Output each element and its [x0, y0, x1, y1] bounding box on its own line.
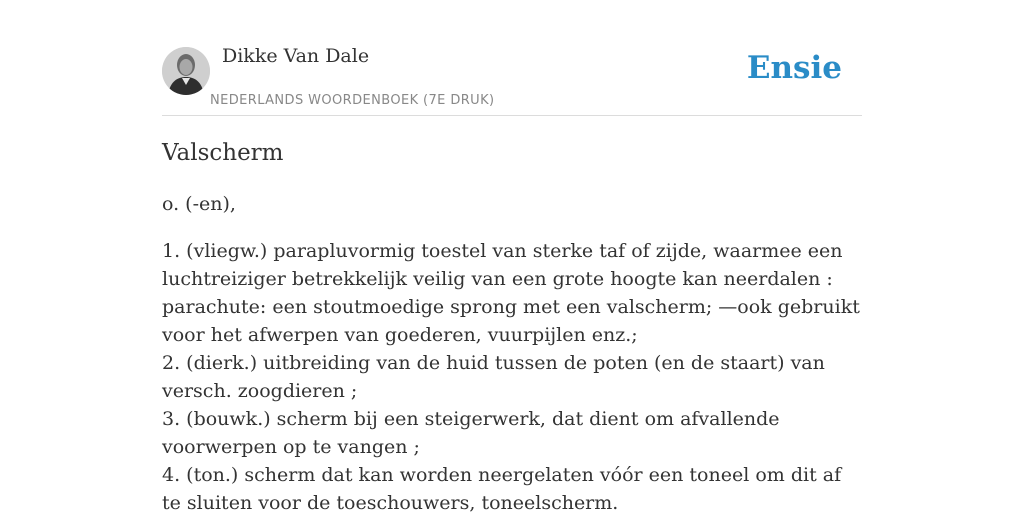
author-avatar[interactable]: [162, 47, 210, 95]
author-name[interactable]: Dikke Van Dale: [222, 45, 370, 67]
definition-item: 3. (bouwk.) scherm bij een steigerwerk, dat dient om afvallende voorwerpen op te vangen ;: [162, 408, 780, 458]
portrait-icon: [162, 47, 210, 95]
definition-item: 1. (vliegw.) parapluvormig toestel van sterke taf of zijde, waarmee een luchtreiziger betrekkelijk veilig van een grote hoogte kan neerdalen : parachute: een stoutmoedige sprong met een valscherm; —ook gebruikt voor het afwerpen van goederen, vuurpijlen enz.;: [162, 240, 860, 346]
entry-grammar: o. (-en),: [162, 193, 236, 215]
brand-logo[interactable]: Ensie: [746, 50, 842, 86]
definition-item: 4. (ton.) scherm dat kan worden neergelaten vóór een toneel om dit af te sluiten voor de toeschouwers, toneelscherm.: [162, 464, 842, 512]
definition-list: [162, 237, 862, 512]
source-title[interactable]: NEDERLANDS WOORDENBOEK (7E DRUK): [210, 93, 495, 108]
definition-item: 2. (dierk.) uitbreiding van de huid tussen de poten (en de staart) van versch. zoogdieren ;: [162, 352, 825, 402]
header: [162, 0, 862, 116]
page-container: [162, 0, 862, 512]
entry-term: Valscherm: [162, 140, 284, 166]
